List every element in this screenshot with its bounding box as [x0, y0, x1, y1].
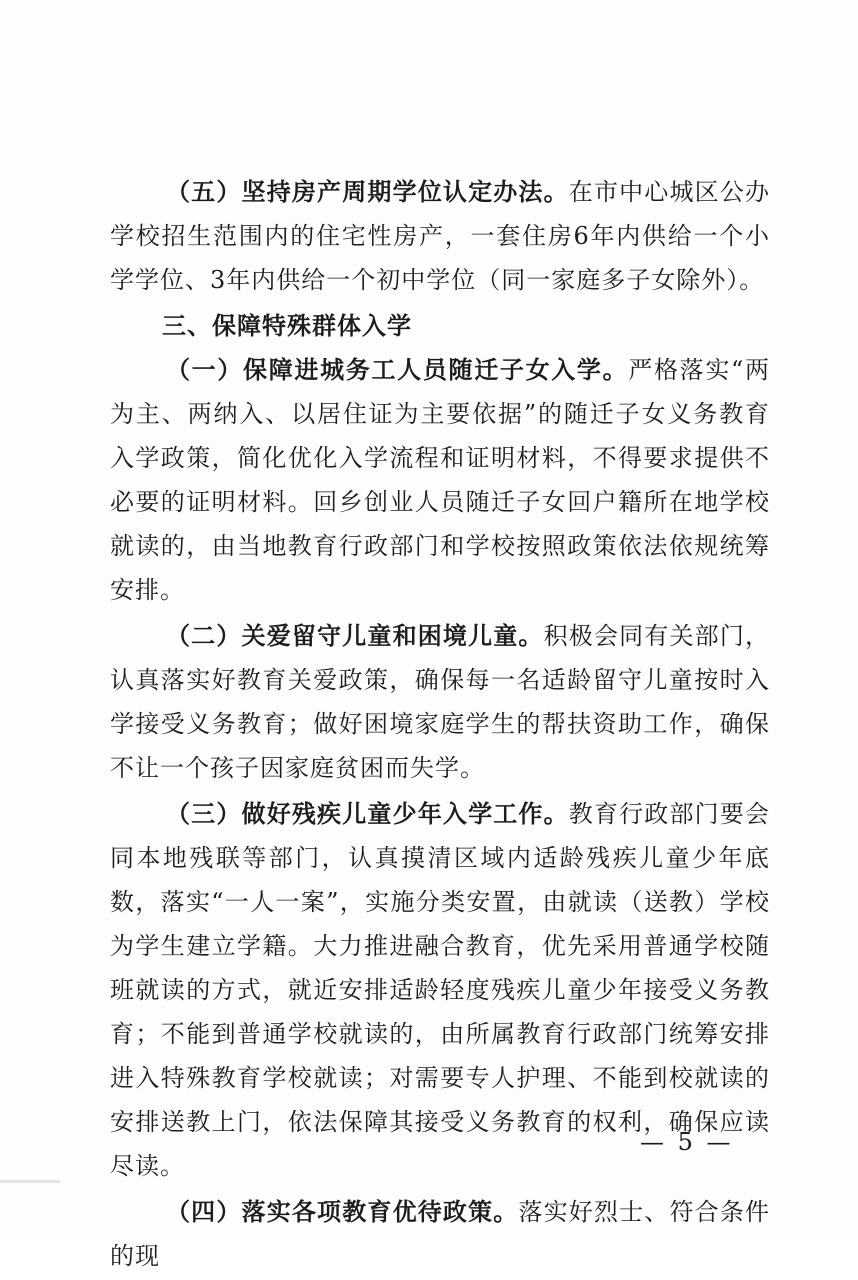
paragraph-text: 积极会同有关部门，认真落实好教育关爱政策，确保每一名适龄留守儿童按时入学接受义务教育；做好困境家庭学生的帮扶资助工作，确保不让一个孩子因家庭贫困而失学。: [110, 622, 771, 782]
paragraph-lead: （二）关爱留守儿童和困境儿童。: [166, 621, 544, 650]
document-body: [110, 170, 770, 1280]
paragraph-lead: （一）保障进城务工人员随迁子女入学。: [166, 355, 629, 384]
paragraph-text: 教育行政部门要会同本地残联等部门，认真摸清区域内适龄残疾儿童少年底数，落实“一人一案”，实施分类安置，由就读（送教）学校为学生建立学籍。大力推进融合教育，优先采用普通学校随班就读的方式，就近安排适龄轻度残疾儿童少年接受义务教育；不能到普通学校就读的，由所属教育行政部门统筹安排进入特殊教育学校就读；对需要专人护理、不能到校就读的安排送教上门，依法保障其接受义务教育的权利，确保应读尽读。: [110, 800, 770, 1180]
paragraph-preferential-policies: [110, 1190, 770, 1278]
paragraph-text: 严格落实“两为主、两纳入、以居住证为主要依据”的随迁子女义务教育入学政策，简化优化入学流程和证明材料，不得要求提供不必要的证明材料。回乡创业人员随迁子女回户籍所在地学校就读的，由当地教育行政部门和学校按照政策依法依规统筹安排。: [110, 356, 770, 604]
paragraph-lead: （四）落实各项教育优待政策。: [166, 1197, 519, 1226]
paragraph-left-behind-children: [110, 614, 770, 790]
paragraph-migrant-children: [110, 348, 770, 612]
paragraph-text: 落实好烈士、符合条件的现: [110, 1198, 771, 1270]
page-number: — 5 —: [640, 1128, 734, 1156]
section-heading: 三、保障特殊群体入学: [162, 311, 412, 340]
paragraph-lead: （三）做好残疾儿童少年入学工作。: [166, 799, 569, 828]
paragraph-housing-policy: [110, 170, 770, 302]
paragraph-text: 在市中心城区公办学校招生范围内的住宅性房产，一套住房6年内供给一个小学学位、3年内供给一个初中学位（同一家庭多子女除外）。: [110, 178, 770, 294]
paragraph-lead: （五）坚持房产周期学位认定办法。: [166, 177, 569, 206]
scan-edge-mark: [0, 1180, 60, 1183]
